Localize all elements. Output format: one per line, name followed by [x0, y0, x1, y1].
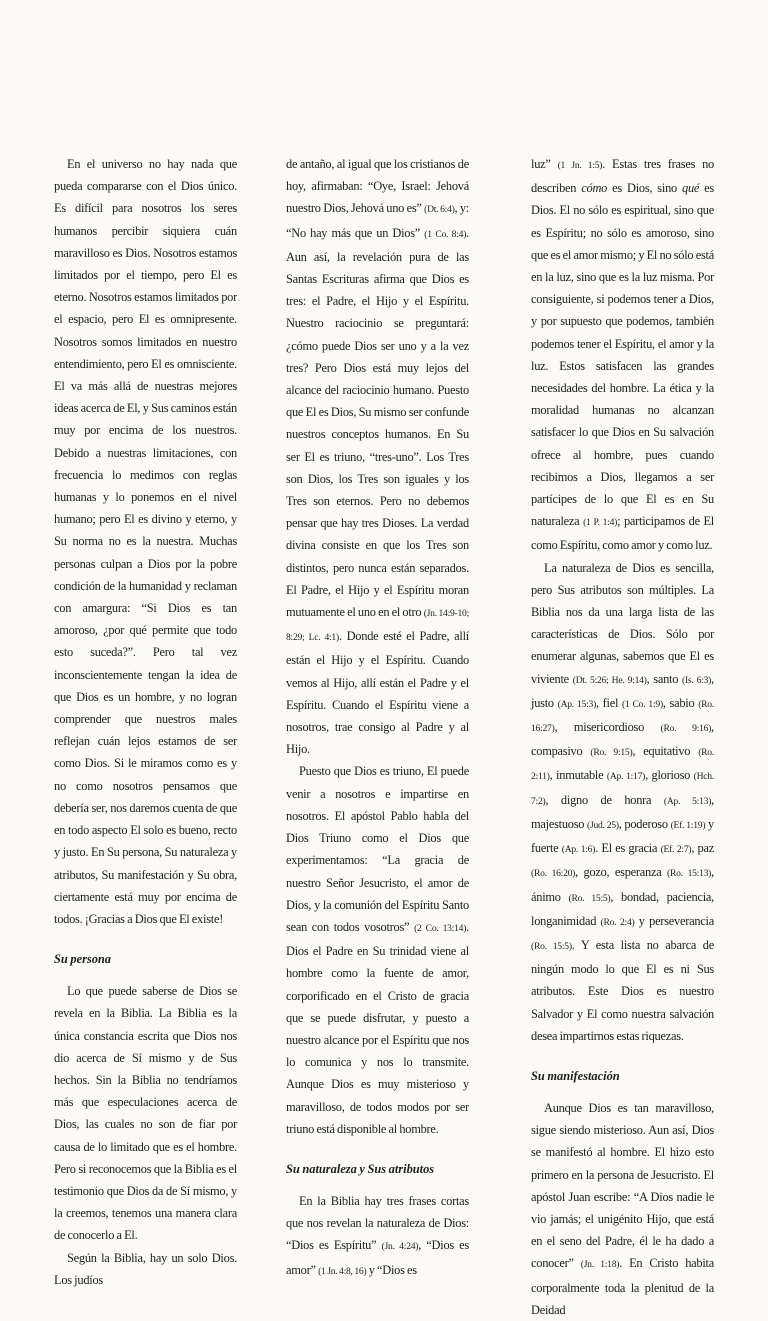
scripture-reference: (Jn. 4:24) — [381, 1241, 419, 1253]
scripture-reference: (Jn. 14:9-10; 8:29; Lc. 4:1) — [286, 608, 470, 644]
scripture-reference: (Ef. 2:7) — [660, 844, 692, 856]
scripture-reference: (Ro. 2:4) — [600, 916, 635, 928]
scripture-reference: (Ro. 9:16) — [660, 723, 712, 735]
scripture-reference: (Ro. 9:15) — [590, 747, 633, 759]
scripture-reference: (Ro. 15:5) — [568, 892, 611, 904]
scripture-reference: (1 Jn. 4:8, 16) — [318, 1265, 367, 1277]
scripture-reference: (Dt. 5:26; He. 9:14) — [572, 674, 647, 686]
paragraph-dios-es-luz: luz” (1 Jn. 1:5). Estas tres frases no describen cómo es Dios, sino qué es Dios. El no sólo es espiritual, sino que es Espíritu; no sólo es amoroso, sino que es el amor mismo; y El no sólo está en la luz, sino que es la luz misma. Por consiguiente, si podemos tener a Dios, y por supuesto que podemos, también podemos tener el Espíritu, el amor y la luz. Estos satisfacen las grandes necesidades del hombre. La ética y la moralidad humanas no alcanzan satisfacer lo que Dios en Su salvación ofrece al hombre, pues cuando recibimos a Dios, llegamos a ser partícipes de lo que El es en Su naturaleza (1 P. 1:4); participamos de El como Espíritu, como amor y como luz. — [531, 157, 714, 553]
scripture-reference: (Dt. 6:4) — [424, 204, 455, 216]
text-column-3 — [531, 153, 714, 1321]
scripture-reference: (Ro. 2:11) — [531, 747, 714, 783]
paragraph-dios-triuno: Puesto que Dios es triuno, El puede venir a nosotros e impartirse en nosotros. El apóstol Pablo habla del Dios Triuno como el Dios que experimentamos: “La gracia de nuestro Señor Jesucristo, el amor de Dios, y la comunión del Espíritu Santo sean con todos vosotros” (2 Co. 13:14). Dios el Padre en Su trinidad viene al hombre como la fuente de amor, corporificado en el Cristo de gracia que se puede disfrutar, y puesto a nuestro alcance por el Espíritu que nos lo comunica y nos lo transmite. Aunque Dios es muy misterioso y maravilloso, de todos modos por ser triuno está disponible al hombre. — [286, 764, 469, 1136]
paragraph-trinidad: de antaño, al igual que los cristianos de hoy, afirmaban: “Oye, Israel: Jehová nuestro Dios, Jehová uno es” (Dt. 6:4), y: “No hay más que un Dios” (1 Co. 8:4). Aun así, la revelación pura de las Santas Escrituras afirma que Dios es tres: el Padre, el Hijo y el Espíritu. Nuestro raciocinio se preguntará: ¿cómo puede Dios ser uno y a la vez tres? Pero Dios está muy lejos del alcance del raciocinio humano. Puesto que El es Dios, Su mismo ser confunde nuestros conceptos humanos. En Su ser El es triuno, “tres-uno”. Los Tres son Dios, los Tres son iguales y los Tres son eternos. Pero no debemos pensar que hay tres Dioses. La verdad divina consiste en que los Tres son distintos, pero nunca están separados. El Padre, el Hijo y el Espíritu moran mutuamente el uno en el otro (Jn. 14:9-10; 8:29; Lc. 4:1). Donde esté el Padre, allí están el Hijo y el Espíritu. Cuando vemos al Hijo, allí están el Padre y el Espíritu. Cuando el Espíritu viene a nosotros, trae consigo al Padre y al Hijo. — [286, 157, 470, 757]
paragraph-atributos: La naturaleza de Dios es sencilla, pero Sus atributos son múltiples. La Biblia nos da una larga lista de las características de Dios. Sólo por enumerar algunas, sabemos que El es viviente (Dt. 5:26; He. 9:14), santo (Is. 6:3), justo (Ap. 15:3), fiel (1 Co. 1:9), sabio (Ro. 16:27), misericordioso (Ro. 9:16), compasivo (Ro. 9:15), equitativo (Ro. 2:11), inmutable (Ap. 1:17), glorioso (Hch. 7:2), digno de honra (Ap. 5:13), majestuoso (Jud. 25), poderoso (Ef. 1:19) y fuerte (Ap. 1:6). El es gracia (Ef. 2:7), paz (Ro. 16:20), gozo, esperanza (Ro. 15:13), ánimo (Ro. 15:5), bondad, paciencia, longanimidad (Ro. 2:4) y perseverancia (Ro. 15:5). Y esta lista no abarca de ningún modo lo que El es ni Sus atributos. Este Dios es nuestro Salvador y El como nuestra salvación desea impartirnos estas riquezas. — [531, 560, 714, 1043]
scripture-reference: (Ap. 15:3) — [557, 698, 597, 710]
scripture-reference: (Ap. 5:13) — [663, 795, 712, 807]
scripture-reference: (Ro. 16:27) — [531, 698, 714, 735]
scripture-reference: (Ef. 1:19) — [670, 819, 706, 831]
scripture-reference: (Is. 6:3) — [682, 674, 712, 686]
scripture-reference: (1 P. 1:4) — [583, 517, 618, 529]
text-column-2 — [286, 153, 469, 1283]
scripture-reference: (1 Co. 1:9) — [621, 698, 663, 710]
paragraph-manifestacion: Aunque Dios es tan maravilloso, sigue siendo misterioso. Aun así, Dios se manifestó al hombre. El hizo esto primero en la persona de Jesucristo. El apóstol Juan escribe: “A Dios nadie le vio jamás; el unigénito Hijo, que está en el seno del Padre, él le ha dado a conocer” (Jn. 1:18). En Cristo habita corporalmente toda la plenitud de la Deidad — [531, 1100, 714, 1317]
text-column-1 — [54, 153, 237, 1291]
scripture-reference: (Ro. 15:5) — [531, 940, 572, 952]
paragraph-un-solo-dios: Según la Biblia, hay un solo Dios. Los judíos — [54, 1250, 237, 1287]
scripture-reference: (Ro. 15:13) — [667, 868, 712, 880]
paragraph-tres-frases: En la Biblia hay tres frases cortas que nos revelan la naturaleza de Dios: “Dios es Espíritu” (Jn. 4:24), “Dios es amor” (1 Jn. 4:8, 16) y “Dios es — [286, 1193, 469, 1277]
section-heading-su-persona: Su persona — [54, 952, 112, 967]
scripture-reference: (Ap. 1:17) — [606, 771, 646, 783]
scripture-reference: (Jud. 25) — [587, 819, 619, 831]
scripture-reference: (Hch. 7:2) — [531, 771, 714, 807]
scripture-reference: (Ro. 16:20) — [531, 868, 576, 880]
scripture-reference: (Ap. 1:6) — [561, 844, 596, 856]
paragraph-intro: En el universo no hay nada que pueda compararse con el Dios único. Es difícil para nosotros los seres humanos percibir siquiera cuán maravilloso es Dios. Nosotros estamos limitados por el tiempo, pero El es eterno. Nosotros estamos limitados por el espacio, pero El es omnipresente. Nosotros somos limitados en nuestro entendimiento, pero El es omnisciente. El va más allá de nuestras mejores ideas acerca de El, y Sus caminos están muy por encima de los nuestros. Debido a nuestras limitaciones, con frecuencia lo medimos con reglas humanas y lo ponemos en el nivel humano; pero El es divino y eterno, y Su norma no es la nuestra. Muchas personas culpan a Dios por la pobre condición de la humanidad y reclaman con amargura: “Si Dios es tan amoroso, ¿por qué permite que todo esto suceda?”. Pero tal vez inconscientemente tengan la idea de que Dios es un hombre, y no logran comprender que nuestros males reflejan cuán lejos estamos de ser como Dios. Si le miramos como es y no como nosotros pensamos que debería ser, nos daremos cuenta de que en todo aspecto El solo es bueno, recto y justo. En Su persona, Su naturaleza y atributos, Su manifestación y Su obra, ciertamente está muy por encima de todos. ¡Gracias a Dios que El existe! — [54, 157, 237, 926]
paragraph-biblia: Lo que puede saberse de Dios se revela en la Biblia. La Biblia es la única constancia escrita que Dios nos dio acerca de Sí mismo y de Sus hechos. Sin la Biblia no tendríamos más que especulaciones acerca de Dios, las cuales no son de fiar por causa de lo limitado que es el hombre. Pero si reconocemos que la Biblia es el testimonio que Dios da de Sí mismo, y la creemos, tenemos una manera clara de conocerlo a El. — [54, 984, 237, 1243]
scripture-reference: (1 Jn. 1:5) — [557, 160, 603, 171]
scripture-reference: (Jn. 1:18) — [580, 1259, 620, 1271]
scripture-reference: (2 Co. 13:14) — [414, 922, 467, 934]
scripture-reference: (1 Co. 8:4) — [424, 228, 467, 240]
section-heading-manifestacion: Su manifestación — [531, 1068, 620, 1083]
section-heading-naturaleza: Su naturaleza y Sus atributos — [286, 1161, 435, 1176]
